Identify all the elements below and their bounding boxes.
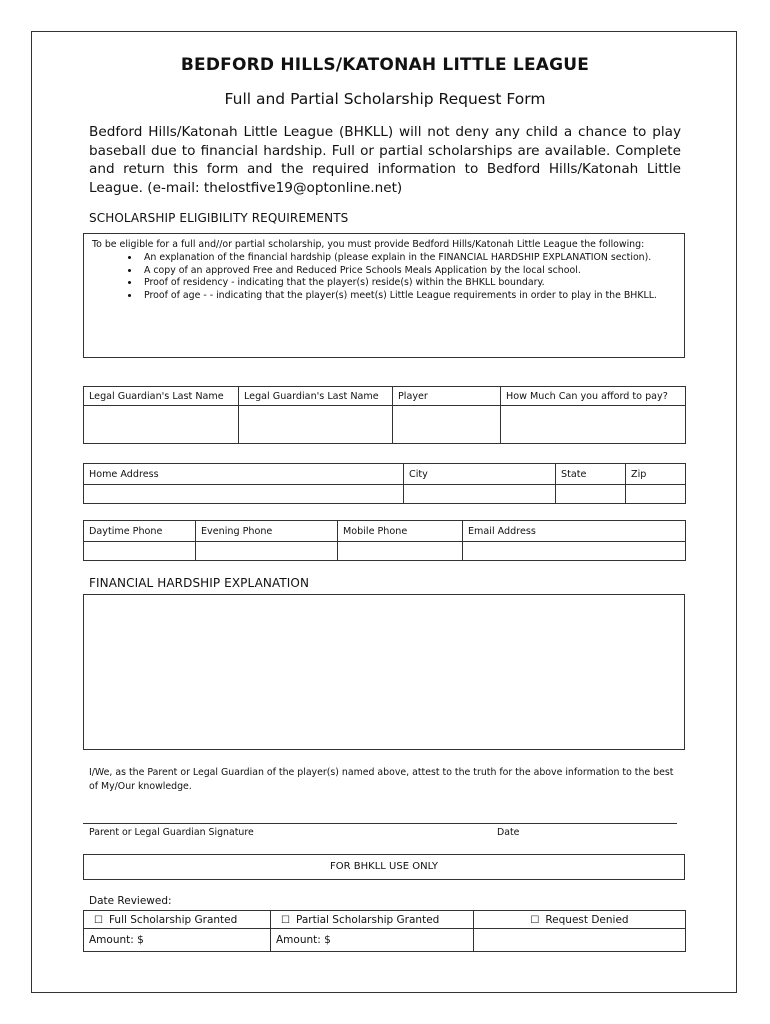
denied-blank-cell [474,929,686,952]
partial-scholarship-option[interactable] [271,911,474,929]
state-header: State [556,464,626,485]
player-field[interactable] [393,406,501,444]
guardian-last-name-header-2: Legal Guardian's Last Name [239,387,393,406]
office-table [83,910,686,952]
guardian-last-name-header-1: Legal Guardian's Last Name [84,387,239,406]
partial-scholarship-label: Partial Scholarship Granted [295,913,440,926]
eligibility-lead: To be eligible for a full and//or partial scholarship, you must provide Bedford Hills/Katonah Little League the following: [92,239,645,250]
evening-phone-header: Evening Phone [196,521,338,542]
request-denied-option[interactable] [474,911,686,929]
amount-label: Amount: $ [89,934,144,946]
city-header: City [404,464,556,485]
eligibility-box [83,233,685,358]
eligibility-heading: SCHOLARSHIP ELIGIBILITY REQUIREMENTS [89,211,349,225]
eligibility-item: • Proof of age - - indicating that the player(s) meet(s) Little League requirements in order to play in the BHKLL. [140,290,676,303]
date-reviewed-label: Date Reviewed: [89,895,172,907]
full-amount-field[interactable] [84,929,271,952]
address-table [83,463,686,504]
afford-header: How Much Can you afford to pay? [501,387,686,406]
evening-phone-field[interactable] [196,542,338,561]
zip-field[interactable] [626,485,686,504]
mobile-phone-header: Mobile Phone [338,521,463,542]
daytime-phone-field[interactable] [84,542,196,561]
afford-field[interactable] [501,406,686,444]
phone-table [83,520,686,561]
form-subtitle: Full and Partial Scholarship Request Form [224,90,546,108]
form-title: BEDFORD HILLS/KATONAH LITTLE LEAGUE [180,55,590,75]
full-scholarship-label: Full Scholarship Granted [108,913,238,926]
signature-label: Parent or Legal Guardian Signature [89,827,254,838]
full-scholarship-option[interactable] [84,911,271,929]
attestation-text: I/We, as the Parent or Legal Guardian of the player(s) named above, attest to the truth for the above information to the best of My/Our knowledge. [89,767,674,792]
home-address-header: Home Address [84,464,404,485]
state-field[interactable] [556,485,626,504]
amount-label: Amount: $ [276,934,331,946]
intro-paragraph: Bedford Hills/Katonah Little League (BHKLL) will not deny any child a chance to play baseball due to financial hardship. Full or partial scholarships are available. Complete and return this form and the required information to Bedford Hills/Katonah Little League. (e-mail: thelostfive19@optonline.net) [89,124,681,196]
checkbox-icon[interactable]: ☐ [94,914,103,926]
guardian-table [83,386,686,444]
hardship-heading: FINANCIAL HARDSHIP EXPLANATION [89,576,310,590]
eligibility-item: • Proof of residency - indicating that the player(s) reside(s) within the BHKLL boundary. [140,277,676,290]
mobile-phone-field[interactable] [338,542,463,561]
eligibility-item: • An explanation of the financial hardship (please explain in the FINANCIAL HARDSHIP EXPLANATION section). [140,252,676,265]
eligibility-item: • A copy of an approved Free and Reduced Price Schools Meals Application by the local school. [140,265,676,278]
office-use-banner: FOR BHKLL USE ONLY [83,854,685,880]
daytime-phone-header: Daytime Phone [84,521,196,542]
request-denied-label: Request Denied [545,913,629,926]
email-address-field[interactable] [463,542,686,561]
checkbox-icon[interactable]: ☐ [530,914,540,926]
eligibility-list [92,252,676,303]
player-header: Player [393,387,501,406]
checkbox-icon[interactable]: ☐ [281,914,290,926]
zip-header: Zip [626,464,686,485]
email-address-header: Email Address [463,521,686,542]
partial-amount-field[interactable] [271,929,474,952]
guardian-last-name-field-2[interactable] [239,406,393,444]
home-address-field[interactable] [84,485,404,504]
date-label: Date [497,827,520,838]
guardian-last-name-field-1[interactable] [84,406,239,444]
signature-line[interactable] [83,823,677,824]
hardship-explanation-field[interactable] [83,594,685,750]
city-field[interactable] [404,485,556,504]
